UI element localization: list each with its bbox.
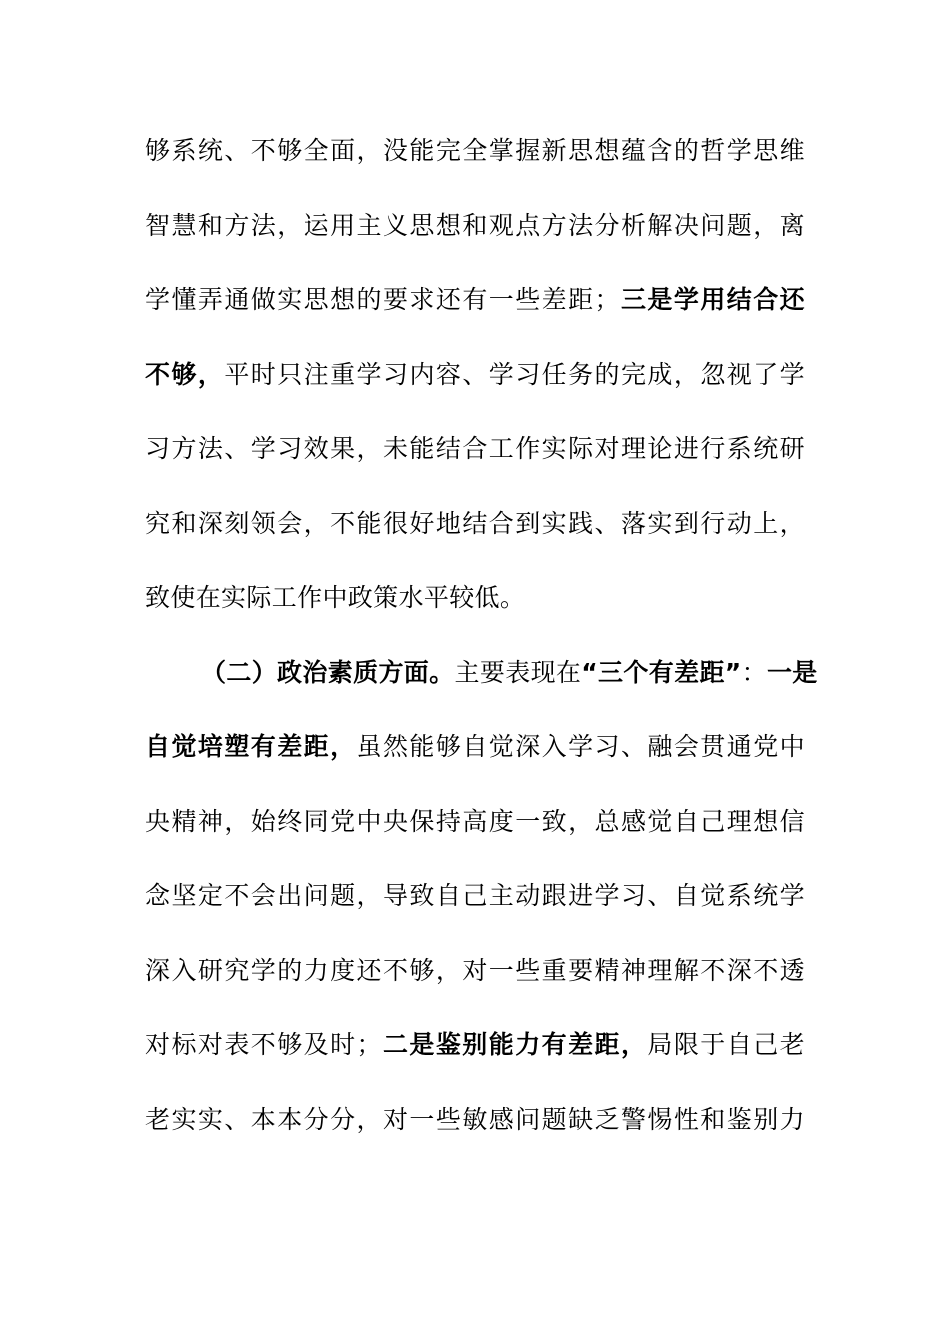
text-run: 够系统、不够全面，没能完全掌握新思想蕴含的哲学思维 (145, 136, 805, 165)
text-run: 智慧和方法，运用主义思想和观点方法分析解决问题，离 (145, 210, 805, 240)
text-line-14 (145, 1083, 805, 1158)
text-line-5 (145, 412, 805, 487)
text-line-2 (145, 189, 805, 264)
text-run: ： (741, 657, 767, 687)
text-line-6 (145, 487, 805, 562)
text-run: 念坚定不会出问题，导致自己主动跟进学习、自觉系统学 (145, 881, 805, 910)
bold-text-run: 二是鉴别能力有差距， (381, 1030, 648, 1059)
text-run: 虽然能够自觉深入学习、融会贯通党中 (356, 732, 805, 761)
text-line-7 (145, 561, 805, 636)
text-line-13 (145, 1008, 805, 1083)
text-run: 深入研究学的力度还不够，对一些重要精神理解不深不透 (145, 955, 805, 985)
text-run: 习方法、学习效果，未能结合工作实际对理论进行系统研 (145, 434, 805, 463)
text-run: 对标对表不够及时； (145, 1030, 382, 1059)
text-run: 局限于自己老 (647, 1030, 805, 1059)
text-line-1 (145, 114, 805, 189)
text-run: 学懂弄通做实思想的要求还有一些差距； (145, 285, 620, 314)
text-run: 老实实、本本分分，对一些敏感问题缺乏警惕性和鉴别力 (145, 1104, 805, 1134)
text-line-12 (145, 934, 805, 1009)
text-run: 究和深刻领会，不能很好地结合到实践、落实到行动上， (145, 508, 805, 538)
text-line-3 (145, 263, 805, 338)
text-run: 致使在实际工作中政策水平较低。 (145, 583, 526, 612)
body-text (145, 114, 818, 1157)
text-line-11 (145, 859, 805, 934)
text-line-8 (145, 636, 818, 711)
text-run: 平时只注重学习内容、学习任务的完成，忽视了学 (224, 359, 806, 389)
bold-text-run: 自觉培塑有差距， (145, 732, 357, 761)
bold-text-run: “三个有差距” (581, 657, 742, 687)
bold-text-run: 不够， (145, 359, 225, 389)
text-run: 主要表现在 (454, 657, 582, 687)
text-run: 央精神，始终同党中央保持高度一致，总感觉自己理想信 (145, 806, 805, 836)
section-heading: （二）政治素质方面。 (201, 657, 455, 687)
text-line-10 (145, 785, 805, 860)
text-line-9 (145, 710, 805, 785)
text-line-4 (145, 338, 805, 413)
bold-text-run: 三是学用结合还 (619, 285, 805, 314)
bold-text-run: 一是 (766, 657, 818, 687)
